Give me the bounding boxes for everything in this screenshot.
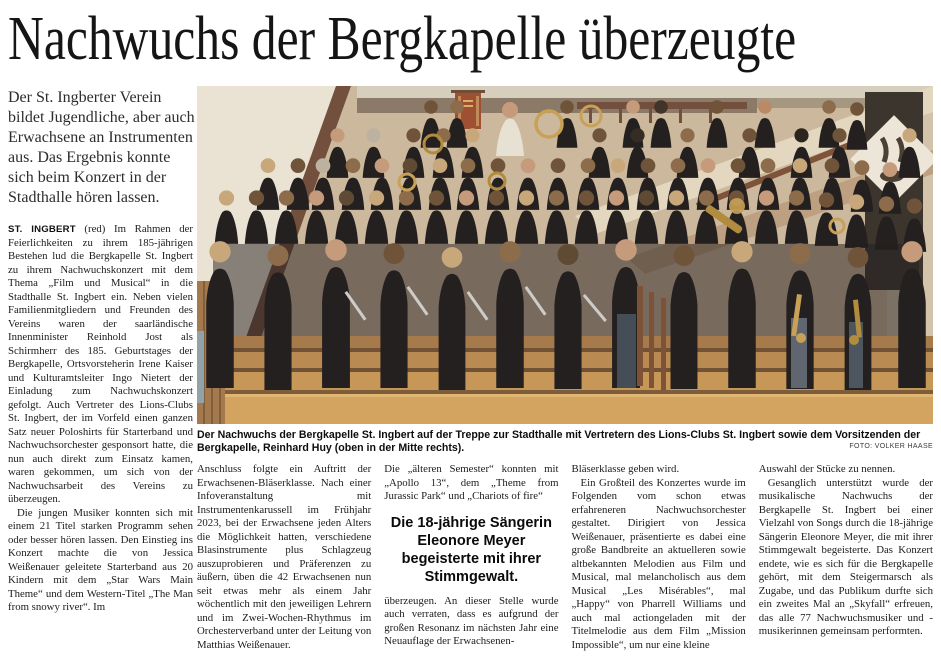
group-photo xyxy=(197,86,933,424)
article-bottom-columns xyxy=(197,463,933,661)
article-paragraph: Die jungen Musiker konnten sich mit einem 21 Titel starken Programm sehen oder besser hören lassen. Den Einstieg ins Konzert machte die von Jessica Weißenauer geleitete Starterband aus 20 Kindern mit dem „Star Wars Main Theme“ und dem Western-Titel „The Man from snowy river“. Im xyxy=(8,506,193,613)
article-column-4 xyxy=(572,463,746,661)
article-paragraph: Anschluss folgte ein Auftritt der Erwachsenen-Bläserklasse. Nach einer Infoveranstaltung mit Instrumentenkarussell im Frühjahr 2023, bei der Erwachsene jeden Alters die Möglichkeit hatten, verschiedene Blasinstrumente plus Schlagzeug auszuprobieren und Präferenzen zu äußern, üben die 42 Erwachsenen nun seit etwas mehr als einem Jahr wöchentlich mit den jeweiligen Lehrern und im Zwei-Wochen-Rhythmus im Orchesterverband unter der Leitung von Matthias Weißenauer. xyxy=(197,463,372,651)
article-paragraph: Gesanglich unterstützt wurde der musikalische Nachwuchs der Bergkapelle St. Ingbert bei einer Vielzahl von Songs durch die 18-jährige Sängerin Eleonore Meyer, die mit ihrer Stimmgewalt begeisterte. Das Konzert endete, wie es sich für die Bergkapelle gehört, mit dem Steigermarsch als Zugabe, und das Publikum durfte sich ein zweites Mal an „Skyfall“ erfreuen, das alle 77 Nachwuchsmusiker und -musikerinnen gemeinsam performten. xyxy=(758,476,933,637)
article-paragraph: überzeugen. An dieser Stelle wurde auch verraten, dass es aufgrund der großen Resonanz im nächsten Jahr eine Neuauflage der Erwachsenen- xyxy=(384,594,559,647)
group-photo-illustration xyxy=(197,86,933,424)
article-paragraph: Die „älteren Semester“ konnten mit „Apollo 13“, dem „Theme from Jurassic Park“ und „Chariots of fire“ xyxy=(384,463,559,502)
page-title: Nachwuchs der Bergkapelle überzeugte xyxy=(8,5,797,73)
photo-credit: FOTO: VOLKER HAASE xyxy=(849,442,933,450)
article-paragraph: Ein Großteil des Konzertes wurde im Folgenden vom schon etwas erfahreneren Nachwuchsorchester gestaltet. Dirigiert von Jessica Weißenauer, präsentierte es dabei eine große Bandbreite an aktuelleren sowie altbekannten Melodien aus Film und Musical, mal melancholisch aus dem Musical „Les Misérables“, mal „Happy“ von Pharrell Williams und auch mal actiongeladen mit der Titelmelodie aus dem Film „Mission Impossible“, um nur eine kleine xyxy=(571,476,746,651)
photo-caption-text: Der Nachwuchs der Bergkapelle St. Ingbert auf der Treppe zur Stadthalle mit Vertretern des Lions-Clubs St. Ingbert sowie dem Vorsitzenden der Bergkapelle, Reinhard Huy (oben in der Mitte rechts). xyxy=(197,429,921,454)
article-column-5 xyxy=(759,463,933,661)
standfirst: Der St. Ingberter Verein bildet Jugendliche, aber auch Erwachsene an Instrumenten aus. Das Ergebnis konnte sich beim Konzert in der Stadthalle hören lassen. xyxy=(8,89,195,206)
dateline: ST. INGBERT xyxy=(8,224,76,235)
article-column-3 xyxy=(384,463,558,661)
pull-quote: Die 18-jährige Sängerin Eleonore Meyer begeisterte mit ihrer Stimmgewalt. xyxy=(390,514,552,585)
article-paragraph: Auswahl der Stücke zu nennen. xyxy=(758,463,896,475)
paragraph-text: Im Rahmen der Feierlichkeiten zu ihrem 185-jährigen Bestehen lud die Bergkapelle St. Ingbert zu ihrem Nachwuchskonzert mit dem Thema „Film und Musical“ in die Stadthalle St. Ingbert ein. Neben vielen Familienmitgliedern und Freunden des Vereins waren der saarländische Innenminister Reinhold Jost als Schirmherr des 185. Geburtstages der Bergkapelle, Ortsvorsteherin Irene Kaiser und Kulturamtsleiter Ingo Nietert der Einladung zum Nachwuchskonzert gefolgt. Auch Vertreter des Lions-Clubs St. Ingbert, der im Vorfeld einen ganzen Satz neuer Poloshirts für Starterband und Nachwuchsorchester gesponsort hatte, die nun auch direkt zum Einsatz kamen, waren gekommen, um sich von der Nachwuchsarbeit des Vereins zu überzeugen. xyxy=(8,223,193,505)
article-paragraph: Bläserklasse geben wird. xyxy=(571,463,680,475)
article-column-1 xyxy=(8,223,193,661)
photo-warm-tint xyxy=(197,86,933,424)
article-paragraph xyxy=(8,223,193,507)
photo-caption xyxy=(197,429,933,454)
byline-tag: (red) xyxy=(84,223,106,235)
article-column-2 xyxy=(197,463,371,661)
